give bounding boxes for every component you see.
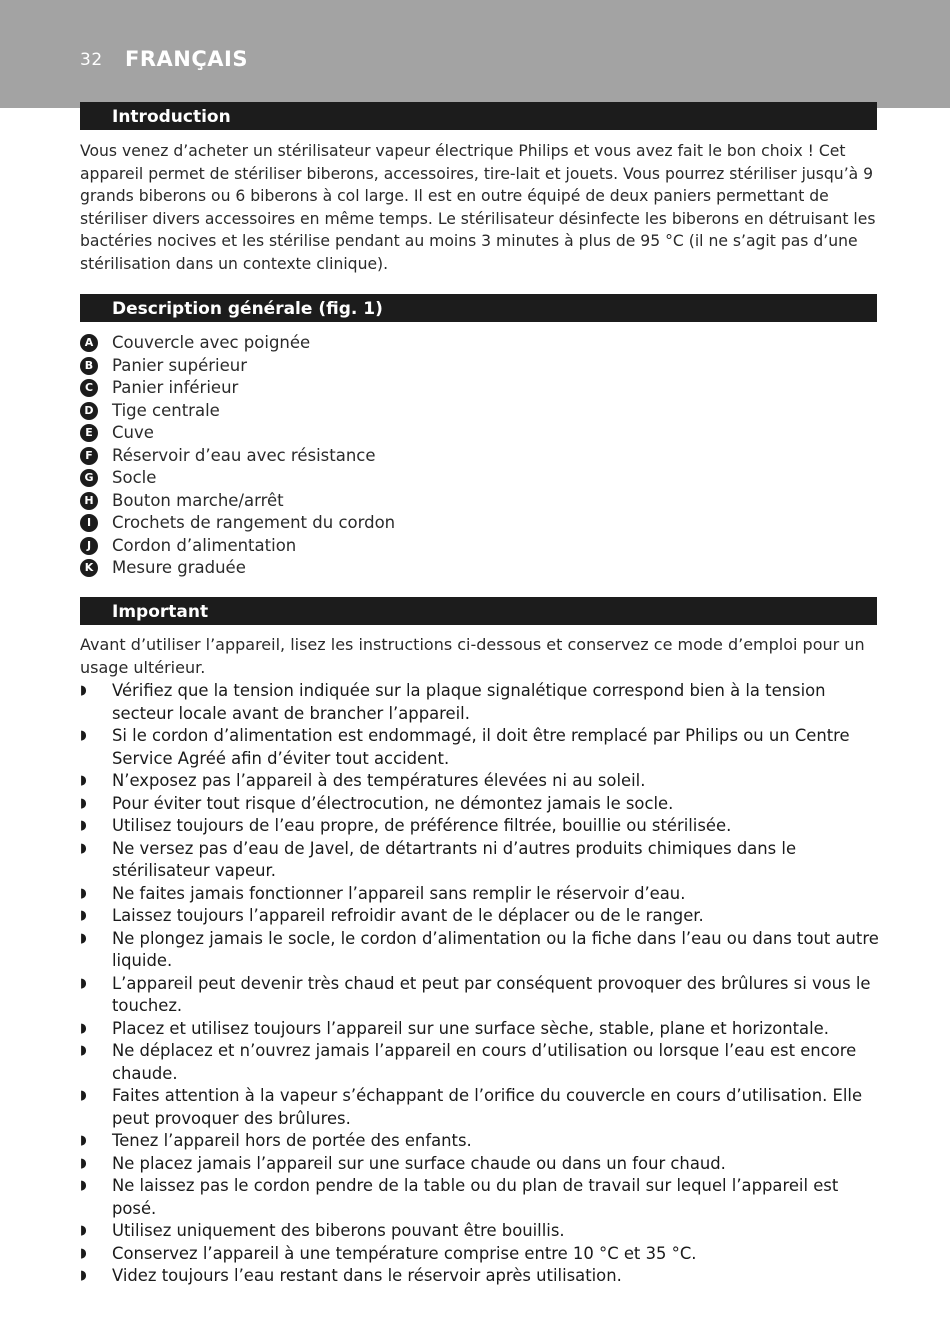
warning-item (80, 1040, 885, 1085)
part-item (80, 535, 880, 558)
bullet-icon: ◗ (80, 683, 87, 698)
part-label: Réservoir d’eau avec résistance (112, 445, 376, 465)
page-number: 32 (80, 50, 103, 70)
warning-item (80, 838, 885, 883)
bullet-icon: ◗ (80, 975, 87, 991)
warning-item (80, 1130, 885, 1153)
section-heading-introduction (80, 102, 877, 130)
part-letter-badge: E (80, 424, 98, 442)
warning-text: N’exposez pas l’appareil à des températures élevées ni au soleil. (112, 771, 646, 790)
warning-text: Laissez toujours l’appareil refroidir avant de le déplacer ou de le ranger. (112, 906, 704, 925)
bullet-icon: ◗ (80, 1245, 87, 1261)
part-letter-badge: B (80, 357, 98, 375)
part-letter-badge: K (80, 559, 98, 577)
warning-text: Tenez l’appareil hors de portée des enfants. (112, 1131, 472, 1150)
warning-item (80, 770, 885, 793)
bullet-icon: ◗ (80, 930, 87, 946)
warning-item (80, 973, 885, 1018)
warning-text: Ne versez pas d’eau de Javel, de détartrants ni d’autres produits chimiques dans le stérilisateur vapeur. (112, 838, 797, 880)
part-item (80, 422, 880, 445)
bullet-icon: ◗ (80, 773, 87, 788)
warning-text: Placez et utilisez toujours l’appareil sur une surface sèche, stable, plane et horizontale. (112, 1018, 829, 1038)
warning-text: Ne laissez pas le cordon pendre de la table ou du plan de travail sur lequel l’appareil est posé. (112, 1176, 839, 1218)
language-title: FRANÇAIS (125, 47, 248, 71)
part-item (80, 400, 880, 423)
warning-text: Faites attention à la vapeur s’échappant de l’orifice du couvercle en cours d’utilisation. Elle peut provoquer des brûlures. (112, 1086, 863, 1128)
page-header (0, 0, 950, 108)
part-letter-badge: A (80, 334, 98, 352)
warning-text: Videz toujours l’eau restant dans le réservoir après utilisation. (112, 1266, 622, 1285)
introduction-text: Vous venez d’acheter un stérilisateur vapeur électrique Philips et vous avez fait le bon choix ! Cet appareil permet de stériliser biberons, accessoires, tire-lait et jouets. Vous pourrez stériliser jusqu’à 9 grands biberons ou 6 biberons à col large. Il est en outre équipé de deux paniers permettant de stériliser divers accessoires en même temps. Le stérilisateur désinfecte les biberons en détruisant les bactéries nocives et les stérilise pendant au moins 3 minutes à plus de 95 °C (il ne s’agit pas d’une stérilisation dans un contexte clinique). (80, 142, 876, 273)
bullet-icon: ◗ (80, 840, 87, 856)
part-label: Tige centrale (112, 400, 220, 420)
part-letter-badge: D (80, 402, 98, 420)
warning-item (80, 1243, 885, 1266)
bullet-icon: ◗ (80, 728, 87, 743)
part-letter-badge: G (80, 469, 98, 487)
section-title-introduction: Introduction (112, 107, 231, 127)
warning-item (80, 1153, 885, 1176)
warning-item (80, 725, 885, 770)
part-label: Couvercle avec poignée (112, 333, 311, 352)
part-item (80, 512, 880, 535)
warnings-list (80, 680, 885, 1288)
warning-item (80, 1085, 885, 1130)
bullet-icon: ◗ (80, 1155, 87, 1171)
bullet-icon: ◗ (80, 885, 87, 901)
part-item (80, 332, 880, 355)
bullet-icon: ◗ (80, 1178, 87, 1193)
section-title-description: Description générale (fig. 1) (112, 299, 383, 319)
warning-item (80, 793, 885, 816)
bullet-icon: ◗ (80, 1043, 87, 1058)
bullet-icon: ◗ (80, 795, 87, 811)
part-label: Cuve (112, 423, 154, 442)
warning-text: L’appareil peut devenir très chaud et peut par conséquent provoquer des brûlures si vous le touchez. (112, 973, 871, 1015)
part-item (80, 490, 880, 513)
warning-text: Utilisez uniquement des biberons pouvant être bouillis. (112, 1221, 565, 1240)
warning-item (80, 680, 885, 725)
bullet-icon: ◗ (80, 1223, 87, 1238)
part-item (80, 467, 880, 490)
part-letter-badge: F (80, 447, 98, 465)
warning-item (80, 815, 885, 838)
part-letter-badge: I (80, 514, 98, 532)
part-letter-badge: H (80, 492, 98, 510)
warning-item (80, 1220, 885, 1243)
warning-text: Pour éviter tout risque d’électrocution, ne démontez jamais le socle. (112, 793, 674, 813)
important-intro: Avant d’utiliser l’appareil, lisez les instructions ci-dessous et conservez ce mode d’emploi pour un usage ultérieur. (80, 635, 865, 677)
part-label: Panier inférieur (112, 378, 239, 397)
parts-list (80, 332, 880, 580)
part-item (80, 377, 880, 400)
part-letter-badge: C (80, 379, 98, 397)
part-label: Mesure graduée (112, 558, 246, 577)
part-letter-badge: J (80, 537, 98, 555)
warning-text: Utilisez toujours de l’eau propre, de préférence filtrée, bouillie ou stérilisée. (112, 816, 732, 835)
warning-text: Ne faites jamais fonctionner l’appareil sans remplir le réservoir d’eau. (112, 883, 686, 903)
warning-item (80, 928, 885, 973)
warning-item (80, 905, 885, 928)
part-label: Panier supérieur (112, 355, 247, 375)
warning-item (80, 1265, 885, 1288)
section-heading-description (80, 294, 877, 322)
warning-item (80, 1175, 885, 1220)
bullet-icon: ◗ (80, 1268, 87, 1283)
bullet-icon: ◗ (80, 1020, 87, 1036)
section-title-important: Important (112, 602, 209, 622)
warning-text: Vérifiez que la tension indiquée sur la plaque signalétique correspond bien à la tension secteur locale avant de brancher l’appareil. (112, 681, 826, 723)
bullet-icon: ◗ (80, 1133, 87, 1148)
part-item (80, 355, 880, 378)
warning-text: Ne déplacez et n’ouvrez jamais l’appareil en cours d’utilisation ou lorsque l’eau est encore chaude. (112, 1041, 857, 1083)
part-label: Socle (112, 468, 157, 487)
bullet-icon: ◗ (80, 1088, 87, 1103)
bullet-icon: ◗ (80, 908, 87, 923)
warning-item (80, 883, 885, 906)
part-item (80, 557, 880, 580)
warning-text: Ne plongez jamais le socle, le cordon d’alimentation ou la fiche dans l’eau ou dans tout autre liquide. (112, 928, 879, 970)
warning-text: Ne placez jamais l’appareil sur une surface chaude ou dans un four chaud. (112, 1153, 726, 1173)
section-heading-important (80, 597, 877, 625)
warning-item (80, 1018, 885, 1041)
warning-text: Conservez l’appareil à une température comprise entre 10 °C et 35 °C. (112, 1243, 697, 1263)
part-label: Bouton marche/arrêt (112, 490, 284, 510)
bullet-icon: ◗ (80, 818, 87, 833)
part-item (80, 445, 880, 468)
warning-text: Si le cordon d’alimentation est endommagé, il doit être remplacé par Philips ou un Centre Service Agréé afin d’éviter tout accident. (112, 726, 850, 768)
part-label: Crochets de rangement du cordon (112, 513, 396, 532)
part-label: Cordon d’alimentation (112, 535, 297, 555)
